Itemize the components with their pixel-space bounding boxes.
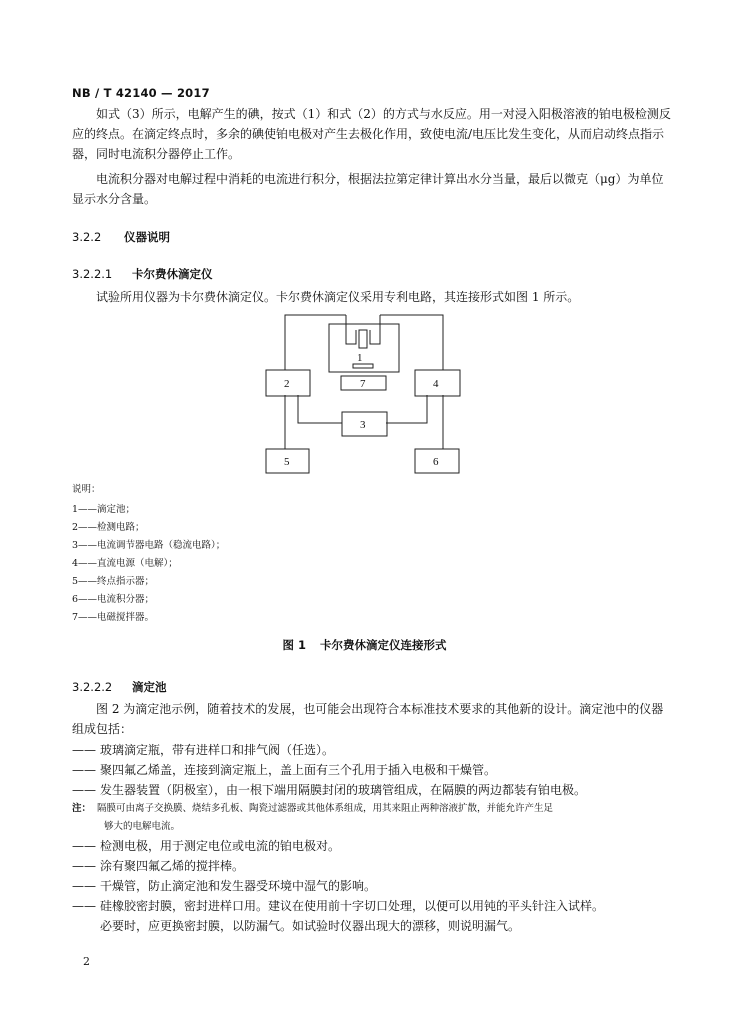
cell-paragraph: 图 2 为滴定池示例，随着技术的发展，也可能会出现符合本标准技术要求的其他新的设计。滴定池中的仪器组成包括：	[72, 702, 664, 736]
wire-top-right	[380, 315, 443, 370]
list-dash: ——	[72, 839, 96, 853]
list-item	[72, 760, 672, 780]
list-dash: ——	[72, 859, 96, 873]
list-item-text: 检测电极，用于测定电位或电流的铂电极对。	[100, 839, 341, 853]
box-label-7: 7	[360, 378, 366, 390]
legend-item: 2——检测电路；	[72, 522, 145, 533]
note	[72, 800, 672, 836]
box-label-2: 2	[284, 378, 290, 390]
list-item-text: 聚四氟乙烯盖，连接到滴定瓶上，盖上面有三个孔用于插入电极和干燥管。	[100, 763, 497, 777]
section-title: 仪器说明	[124, 230, 170, 244]
note-label: 注：	[72, 803, 92, 814]
legend-item: 6——电流积分器；	[72, 594, 155, 605]
section-title: 滴定池	[132, 680, 167, 694]
cell-inner-tube	[359, 330, 367, 348]
titrator-paragraph: 试验所用仪器为卡尔费休滴定仪。卡尔费休滴定仪采用专利电路，其连接形式如图 1 所示。	[96, 290, 580, 304]
section-heading-titrator	[72, 266, 213, 282]
section-heading-instrument	[72, 229, 170, 245]
stir-bar	[353, 364, 373, 368]
list-item-text: 硅橡胶密封膜，密封进样口用。建议在使用前十字切口处理，以便可以用钝的平头针注入试样。	[100, 899, 605, 913]
standard-number: NB / T 42140 — 2017	[72, 86, 210, 100]
legend-title: 说明：	[72, 484, 101, 495]
figure-label: 图 1	[282, 638, 306, 652]
current-integrator-box	[415, 449, 459, 473]
page-number: 2	[83, 955, 90, 968]
figure-caption	[0, 637, 729, 653]
legend-item: 4——直流电源（电解）；	[72, 558, 178, 569]
magnetic-stirrer-box	[341, 376, 386, 390]
cell-electrode-b	[370, 315, 380, 344]
list-item-text: 玻璃滴定瓶，带有进样口和排气阀（任选）。	[100, 743, 335, 757]
section-title: 卡尔费休滴定仪	[132, 267, 213, 281]
dc-power-supply-box	[415, 370, 460, 396]
list-item-text-cont: 必要时，应更换密封膜，以防漏气。如试验时仪器出现大的漂移，则说明漏气。	[100, 919, 521, 933]
section-heading-cell	[72, 679, 167, 695]
intro-paragraph-1: 如式（3）所示，电解产生的碘，按式（1）和式（2）的方式与水反应。用一对浸入阳极溶液的铂电极检测反应的终点。在滴定终点时，多余的碘使铂电极对产生去极化作用，致使电流/电压比发生变化，从而启动终点指示器，同时电流积分器停止工作。	[72, 107, 671, 161]
list-item	[72, 896, 672, 936]
cell-electrode-a	[346, 315, 356, 344]
list-dash: ——	[72, 743, 96, 757]
figure-title: 卡尔费休滴定仪连接形式	[320, 638, 447, 652]
component-list	[72, 740, 672, 936]
list-item	[72, 836, 672, 856]
titration-cell-box	[329, 324, 399, 372]
wire-left-to-3	[298, 395, 342, 423]
list-dash: ——	[72, 783, 96, 797]
list-dash: ——	[72, 879, 96, 893]
list-item-text: 干燥管，防止滴定池和发生器受环境中湿气的影响。	[100, 879, 377, 893]
legend-item: 7——电磁搅拌器。	[72, 612, 155, 623]
list-item	[72, 780, 672, 800]
list-item	[72, 740, 672, 760]
box-label-5: 5	[284, 456, 290, 468]
list-item	[72, 856, 672, 876]
box-label-6: 6	[433, 456, 439, 468]
box-label-4: 4	[433, 378, 439, 390]
wire-right-to-3	[386, 395, 427, 423]
section-number: 3.2.2.1	[72, 267, 113, 281]
legend-item: 3——电流调节器电路（稳流电路）；	[72, 540, 226, 551]
diagram-legend	[72, 481, 225, 627]
section-number: 3.2.2.2	[72, 680, 113, 694]
intro-paragraph-2: 电流积分器对电解过程中消耗的电流进行积分，根据法拉第定律计算出水分当量，最后以微克（μg）为单位显示水分含量。	[72, 172, 664, 206]
note-text-cont: 够大的电解电流。	[104, 821, 181, 832]
current-regulator-box	[342, 412, 387, 436]
section-number: 3.2.2	[72, 230, 102, 244]
list-item-text: 发生器装置（阴极室），由一根下端用隔膜封闭的玻璃管组成，在隔膜的两边都装有铂电极。	[100, 783, 587, 797]
wire-top-left	[285, 315, 346, 370]
endpoint-indicator-box	[266, 449, 309, 473]
list-dash: ——	[72, 899, 96, 913]
box-label-3: 3	[360, 419, 366, 431]
legend-item: 1——滴定池；	[72, 504, 136, 515]
list-item	[72, 876, 672, 896]
list-dash: ——	[72, 763, 96, 777]
list-item-text: 涂有聚四氟乙烯的搅拌棒。	[100, 859, 245, 873]
legend-item: 5——终点指示器；	[72, 576, 155, 587]
note-text: 隔膜可由离子交换膜、烧结多孔板、陶瓷过滤器或其他体系组成，用其来阻止两种溶液扩散，并能允许产生足	[97, 803, 554, 814]
box-label-1: 1	[357, 352, 363, 364]
detection-circuit-box	[266, 370, 310, 396]
